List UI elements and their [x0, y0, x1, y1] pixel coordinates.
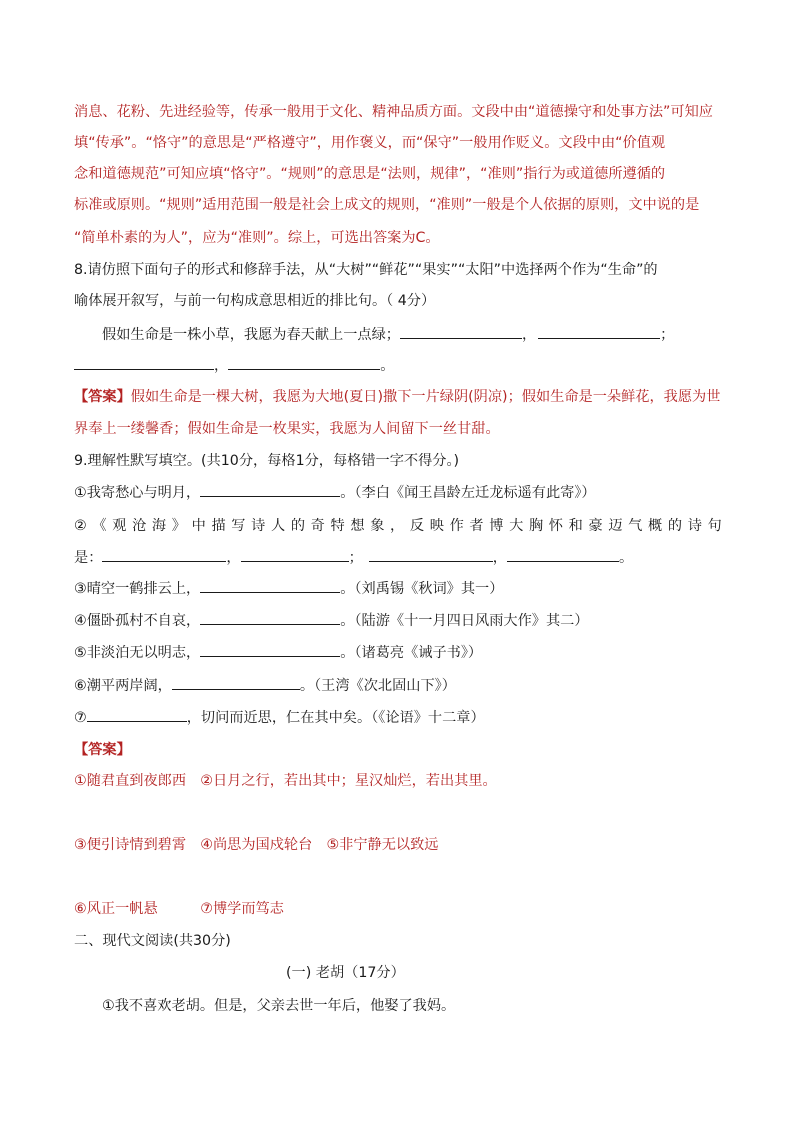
q9-item-3: [74, 578, 503, 600]
q9-item-6-text: ⑥潮平两岸阔，: [74, 678, 172, 694]
q8-sep-period: 。: [380, 358, 395, 374]
q9-item-4-source: 。（陆游《十一月四日风雨大作》其二）: [340, 613, 589, 629]
q9-item-7-number: ⑦: [74, 710, 87, 726]
q9-item-2-char: 诗: [251, 518, 266, 534]
q9-answer-line-1: ①随君直到夜郎西 ②日月之行，若出其中；星汉灿烂，若出其里。: [74, 773, 497, 789]
q9-item-2-char: 者: [469, 518, 484, 534]
q9-item-4: [74, 610, 589, 632]
q9-item-3-text: ③晴空一鹤排云上，: [74, 581, 201, 597]
q9-sep-4: 。: [619, 550, 634, 566]
q8-example-sentence: 假如生命是一株小草，我愿为春天献上一点绿；: [102, 327, 400, 343]
q9-title: 9.理解性默写填空。(共10分，每格1分，每格错一字不得分。): [74, 453, 460, 469]
q9-blank-1[interactable]: [200, 482, 340, 497]
q9-item-2-char: 诗: [687, 518, 702, 534]
analysis-line-5: “简单朴素的为人”，应为“准则”。综上，可选出答案为C。: [74, 230, 440, 246]
q9-item-2-char: 反: [409, 518, 425, 534]
q8-example-row: [102, 324, 674, 346]
q9-item-2-line-2: [74, 547, 633, 569]
analysis-line-3: 念和道德规范”可知应填“恪守”。“规则”的意思是“法则，规律”，“准则”指行为或道德所遵循的: [74, 166, 666, 182]
q9-item-2-char: 》: [171, 518, 186, 534]
q8-sep-comma-2: ，: [214, 358, 229, 374]
q9-blank-8[interactable]: [200, 642, 340, 657]
q9-item-2-char: 迈: [608, 518, 623, 534]
q9-sep-2: ；: [348, 550, 363, 566]
q9-item-2-char: 海: [151, 518, 167, 534]
q9-item-2-char: 写: [231, 518, 246, 534]
q9-item-2-char: 概: [648, 518, 663, 534]
q8-blank-row-2: [74, 355, 394, 377]
q8-blank-2[interactable]: [538, 324, 660, 339]
q9-blank-6[interactable]: [200, 578, 340, 593]
q9-item-2-char: 《: [92, 518, 107, 534]
q9-item-2-char: 博: [489, 518, 504, 534]
q9-item-2-char: 奇: [310, 518, 325, 534]
article-paragraph-1: ①我不喜欢老胡。但是，父亲去世一年后，他娶了我妈。: [102, 998, 456, 1014]
q9-item-2-char: 沧: [132, 518, 147, 534]
q9-blank-7[interactable]: [200, 610, 340, 625]
q9-item-2-char: 象: [370, 518, 385, 534]
article-title: (一) 老胡（17分）: [286, 965, 405, 981]
q9-item-2-char: 豪: [588, 518, 603, 534]
q9-blank-2[interactable]: [102, 547, 226, 562]
q9-blank-3[interactable]: [241, 547, 349, 562]
q9-item-6: [74, 675, 456, 697]
q9-item-2-char: ，: [390, 518, 405, 534]
analysis-line-4: 标准或原则。“规则”适用范围一般是社会上成文的规则，“准则”一般是个人依据的原则，文中说的是: [74, 197, 700, 213]
q8-answer-text-1: 假如生命是一棵大树，我愿为大地(夏日)撒下一片绿阴(阴凉)；假如生命是一朵鲜花，我愿为世: [130, 389, 721, 405]
q9-item-4-text: ④僵卧孤村不自哀，: [74, 613, 201, 629]
q9-item-2-char: 中: [191, 518, 206, 534]
q9-item-2-char: 的: [290, 518, 306, 534]
q9-item-1-text: ①我寄愁心与明月，: [74, 485, 201, 501]
q9-item-1: [74, 482, 596, 504]
q8-sep-semicolon: ；: [660, 327, 675, 343]
q9-item-2-char: 作: [449, 518, 464, 534]
q9-item-2-char: 胸: [528, 518, 544, 534]
q9-item-2-char: 映: [429, 518, 444, 534]
q9-item-7: [74, 707, 485, 729]
q8-blank-3[interactable]: [74, 355, 214, 370]
q9-blank-5[interactable]: [507, 547, 619, 562]
q9-item-7-source: ，切问而近思，仁在其中矣。（《论语》十二章）: [186, 710, 485, 726]
q9-item-2-char: 气: [628, 518, 643, 534]
q9-item-2-prefix: 是：: [74, 550, 103, 566]
q9-item-2-char: 的: [667, 518, 683, 534]
q9-item-2-char: 和: [568, 518, 583, 534]
q8-prompt-line-1: 8.请仿照下面句子的形式和修辞手法，从“大树”“鲜花”“果实”“太阳”中选择两个作为“生命”的: [74, 262, 658, 278]
q8-blank-4[interactable]: [228, 355, 380, 370]
q9-item-2-char: ②: [74, 518, 87, 534]
q8-blank-1[interactable]: [400, 324, 522, 339]
q9-answer-line-3: ⑥风正一帆悬 ⑦博学而笃志: [74, 901, 284, 917]
q8-answer-line-1: [74, 386, 720, 408]
section-2-title: 二、现代文阅读(共30分): [74, 933, 231, 949]
q9-item-2-char: 描: [211, 518, 226, 534]
q9-item-5: [74, 642, 482, 664]
q9-blank-9[interactable]: [172, 675, 300, 690]
q9-item-2-char: 人: [270, 518, 286, 534]
q9-item-2-char: 特: [330, 518, 345, 534]
q9-item-6-source: 。（王湾《次北固山下》）: [299, 678, 456, 694]
q9-sep-3: ，: [492, 550, 507, 566]
q9-blank-4[interactable]: [369, 547, 493, 562]
q9-answer-label: 【答案】: [74, 742, 131, 758]
q9-item-2-char: 怀: [548, 518, 563, 534]
q8-sep-comma: ，: [521, 327, 537, 343]
analysis-line-1: 消息、花粉、先进经验等，传承一般用于文化、精神品质方面。文段中由“道德操守和处事方法”可知应: [74, 104, 713, 120]
q8-answer-line-2: 界奉上一缕馨香；假如生命是一枚果实，我愿为人间留下一丝甘甜。: [74, 421, 500, 437]
q9-item-2-char: 观: [112, 518, 127, 534]
q9-item-2-char: 大: [509, 518, 524, 534]
q9-item-2-char: 句: [707, 518, 722, 534]
q9-answer-line-2: ③便引诗情到碧霄 ④尚思为国戍轮台 ⑤非宁静无以致远: [74, 837, 439, 853]
q9-item-1-source: 。（李白《闻王昌龄左迁龙标遥有此寄》）: [340, 485, 596, 501]
q9-blank-10[interactable]: [87, 707, 187, 722]
q9-item-2-line-1: [74, 515, 722, 537]
q9-item-5-source: 。（诸葛亮《诫子书》）: [340, 645, 483, 661]
q9-item-5-text: ⑤非淡泊无以明志，: [74, 645, 201, 661]
q8-prompt-line-2: 喻体展开叙写，与前一句构成意思相近的排比句。（ 4分）: [74, 293, 436, 309]
q9-sep-1: ，: [226, 550, 241, 566]
analysis-line-2: 填“传承”。“恪守”的意思是“严格遵守”，用作褒义，而“保守”一般用作贬义。文段中由“价值观: [74, 135, 666, 151]
q9-item-3-source: 。（刘禹锡《秋词》其一）: [340, 581, 504, 597]
q8-answer-label: 【答案】: [74, 389, 131, 405]
q9-item-2-char: 想: [350, 518, 365, 534]
